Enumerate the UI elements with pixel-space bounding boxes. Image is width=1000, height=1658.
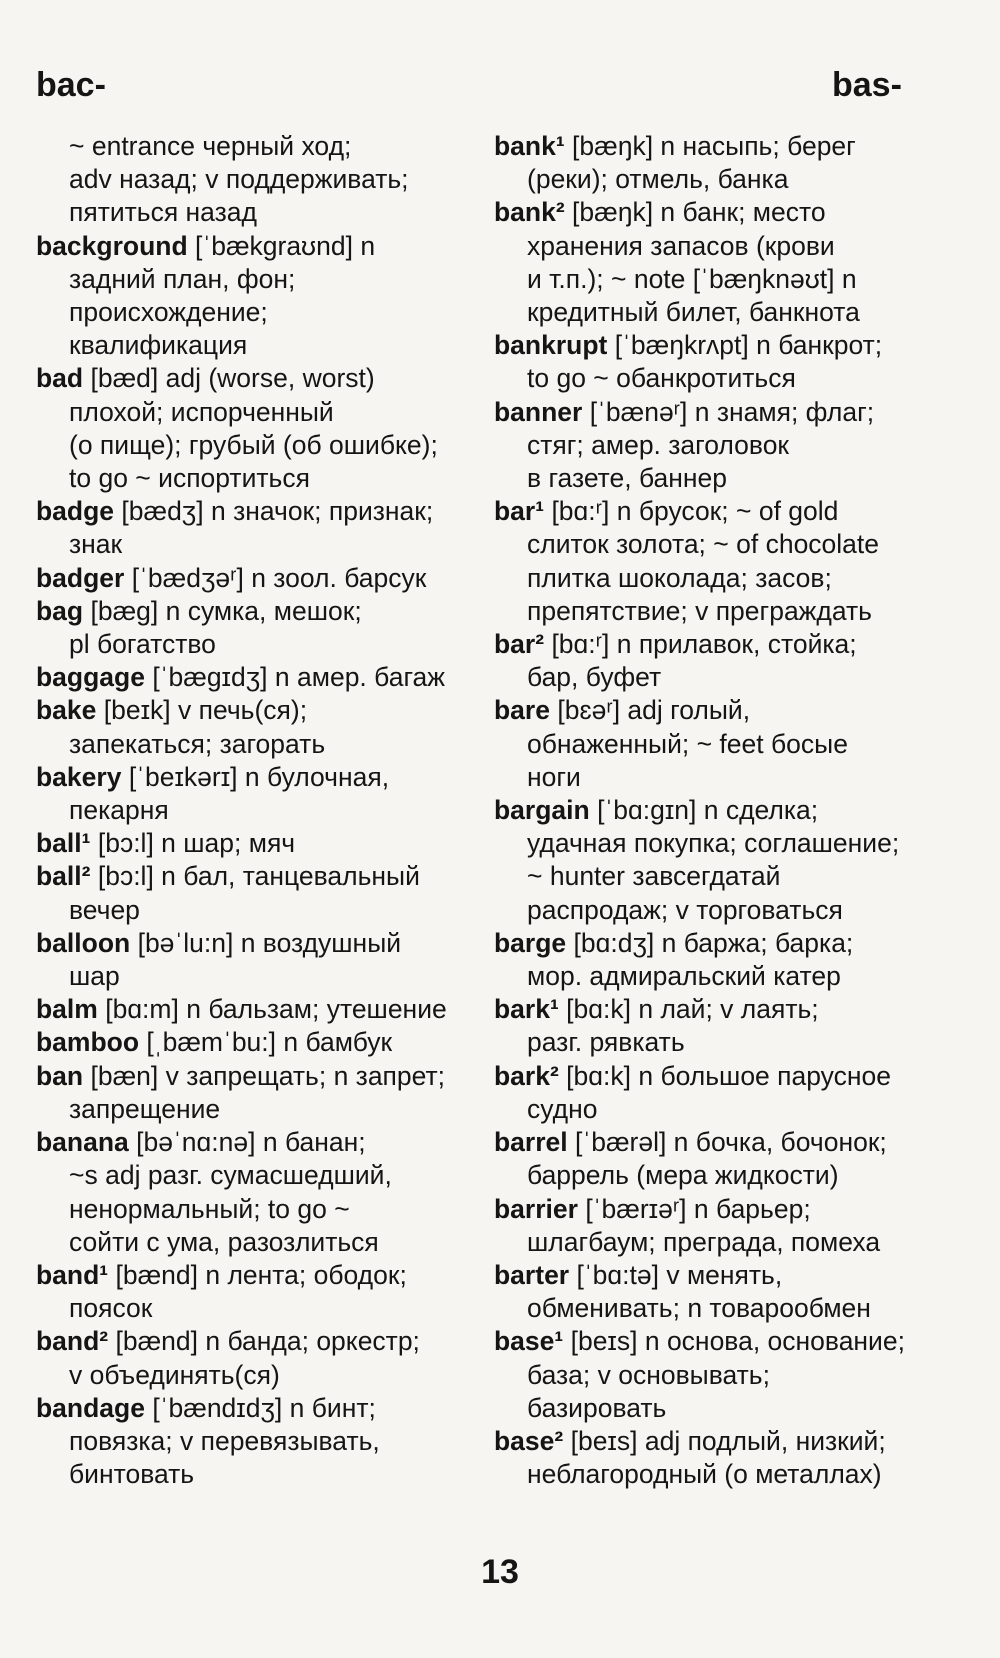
entry-definition: [bæŋk] n банк; место хранения запасов (крови и т.п.); ~ note [ˈbæŋknəʊt] n кредитный билет, банкнота: [527, 197, 860, 328]
dictionary-entry: [36, 661, 456, 694]
entry-definition: [beɪs] adj подлый, низкий; неблагородный (о металлах): [527, 1425, 886, 1490]
entry-definition: [bɑ:ʳ] n прилавок, стойка; бар, буфет: [527, 629, 857, 693]
dictionary-entry: [494, 993, 924, 1059]
entry-definition: [ˈbægɪdʒ] n амер. багаж: [144, 662, 446, 693]
entry-headword: balm: [36, 994, 98, 1025]
entry-continuation: ~ entrance черный ход; adv назад; v поддерживать; пятиться назад: [69, 131, 409, 228]
entry-headword: ball²: [36, 861, 91, 892]
dictionary-entry: [36, 1392, 456, 1492]
running-head-left: bac-: [36, 66, 106, 104]
entry-definition: [bæg] n сумка, мешок; pl богатство: [69, 595, 362, 660]
entry-definition: [ˈbækgraʊnd] n задний план, фон; происхождение; квалификация: [69, 230, 376, 361]
entry-definition: [ˈbɑ:tə] v менять, обменивать; n товарообмен: [527, 1259, 871, 1324]
entry-definition: [bɑ:k] n большое парусное судно: [527, 1060, 891, 1124]
entry-definition: [bɑ:m] n бальзам; утешение: [97, 994, 447, 1025]
dictionary-entry: [494, 1060, 924, 1126]
entry-headword: bag: [36, 595, 84, 626]
dictionary-entry: [494, 1425, 924, 1491]
entry-headword: bank¹: [494, 131, 565, 161]
dictionary-entry: [494, 694, 924, 794]
entry-headword: bare: [494, 695, 550, 726]
dictionary-entry: [36, 1126, 456, 1259]
dictionary-entry: [36, 1325, 456, 1391]
entry-definition: [bəˈnɑ:nə] n банан; ~s adj разг. сумасшедший, ненормальный; to go ~ сойти с ума, разозлиться: [69, 1127, 392, 1257]
dictionary-entry: [36, 761, 456, 827]
dictionary-entry: [36, 1259, 456, 1325]
dictionary-entry: [36, 827, 456, 860]
dictionary-entry: [494, 927, 924, 993]
dictionary-entry: [494, 196, 924, 329]
entry-definition: [bæŋk] n насыпь; берег (реки); отмель, банка: [527, 131, 856, 195]
left-column: [36, 130, 456, 1491]
entry-definition: [bænd] n банда; оркестр; v объединять(ся): [69, 1326, 420, 1390]
dictionary-entry: [494, 628, 924, 694]
entry-headword: badge: [36, 496, 115, 527]
entry-definition: [bɔ:l] n шар; мяч: [90, 828, 296, 859]
dictionary-entry: [36, 495, 456, 561]
dictionary-entry: [36, 860, 456, 926]
entry-headword: bank²: [494, 197, 565, 228]
dictionary-entry: [494, 1325, 924, 1425]
entry-definition: [ˌbæmˈbu:] n бамбук: [139, 1027, 393, 1058]
dictionary-entry: [36, 927, 456, 993]
dictionary-entry: [494, 1193, 924, 1259]
right-column: [494, 130, 924, 1491]
entry-headword: base²: [494, 1425, 564, 1456]
dictionary-entry: [494, 130, 924, 196]
dictionary-entry: [36, 230, 456, 363]
entry-headword: bark¹: [494, 994, 559, 1025]
entry-definition: [bɑ:ʳ] n брусок; ~ of gold слиток золота; ~ of chocolate плитка шоколада; засов; препятствие; v преграждать: [527, 496, 880, 626]
dictionary-entry: [494, 329, 924, 395]
entry-headword: bankrupt: [494, 330, 608, 361]
entry-headword: bar²: [494, 629, 545, 660]
entry-headword: barrier: [494, 1193, 578, 1224]
entry-headword: barge: [494, 927, 567, 958]
entry-definition: [bəˈlu:n] n воздушный шар: [69, 927, 402, 992]
dictionary-entry: [494, 1126, 924, 1192]
entry-headword: barrel: [494, 1127, 568, 1158]
dictionary-entry: [494, 794, 924, 927]
entry-headword: banana: [36, 1127, 129, 1158]
entry-definition: [bɛəʳ] adj голый, обнаженный; ~ feet босые ноги: [527, 695, 848, 792]
entry-headword: bake: [36, 695, 97, 726]
entry-headword: bandage: [36, 1392, 145, 1423]
entry-definition: [bædʒ] n значок; признак; знак: [69, 496, 434, 560]
entry-headword: ban: [36, 1060, 84, 1091]
entry-definition: [bænd] n лента; ободок; поясок: [69, 1259, 407, 1324]
dictionary-entry: [36, 1026, 456, 1059]
entry-headword: bakery: [36, 761, 122, 792]
entry-headword: banner: [494, 396, 583, 427]
dictionary-entry: [494, 495, 924, 628]
entry-headword: background: [36, 230, 188, 261]
entry-definition: [beɪs] n основа, основание; база; v основывать; базировать: [527, 1326, 905, 1423]
dictionary-entry: [36, 595, 456, 661]
entry-headword: badger: [36, 562, 125, 593]
page-number: 13: [481, 1553, 519, 1591]
entry-definition: [beɪk] v печь(ся); запекаться; загорать: [69, 695, 326, 759]
entry-headword: bamboo: [36, 1027, 140, 1058]
entry-definition: [ˈbærɪəʳ] n барьер; шлагбаум; преграда, помеха: [527, 1193, 881, 1257]
entry-definition: [ˈbɑ:gɪn] n сделка; удачная покупка; соглашение; ~ hunter завсегдатай распродаж; v торговаться: [527, 795, 900, 925]
entry-definition: [bæd] adj (worse, worst) плохой; испорченный (о пище); грубый (об ошибке); to go ~ испортиться: [69, 363, 438, 494]
dictionary-entry: [36, 562, 456, 595]
dictionary-entry: [36, 362, 456, 495]
entry-definition: [ˈbændɪdʒ] n бинт; повязка; v перевязывать, бинтовать: [69, 1392, 380, 1490]
entry-headword: band²: [36, 1326, 109, 1357]
entry-headword: bad: [36, 363, 84, 394]
dictionary-entry: [494, 396, 924, 496]
dictionary-entry: [36, 694, 456, 760]
entry-definition: [ˈbeɪkərɪ] n булочная, пекарня: [69, 761, 390, 826]
entry-headword: barter: [494, 1259, 570, 1290]
entry-definition: [bæn] v запрещать; n запрет; запрещение: [69, 1060, 446, 1124]
entry-headword: balloon: [36, 927, 131, 958]
entry-definition: [ˈbærəl] n бочка, бочонок; баррель (мера жидкости): [527, 1127, 887, 1191]
entry-headword: baggage: [36, 662, 145, 693]
entry-definition: [bɔ:l] n бал, танцевальный вечер: [69, 861, 420, 925]
dictionary-entry: [36, 1060, 456, 1126]
entry-definition: [bɑ:k] n лай; v лаять; разг. рявкать: [527, 994, 819, 1058]
entry-definition: [ˈbæŋkrʌpt] n банкрот; to go ~ обанкротиться: [527, 330, 883, 394]
dictionary-entry: [494, 1259, 924, 1325]
entry-headword: bargain: [494, 795, 590, 826]
dictionary-entry: [36, 993, 456, 1026]
entry-definition: [ˈbædʒəʳ] n зоол. барсук: [124, 562, 427, 593]
entry-definition: [ˈbænəʳ] n знамя; флаг; стяг; амер. заголовок в газете, баннер: [527, 396, 875, 494]
entry-definition: [bɑ:dʒ] n баржа; барка; мор. адмиральский катер: [527, 927, 854, 992]
entry-headword: bar¹: [494, 496, 545, 527]
entry-headword: ball¹: [36, 828, 91, 859]
entry-headword: band¹: [36, 1259, 109, 1290]
entry-headword: bark²: [494, 1060, 559, 1091]
running-head-right: bas-: [832, 66, 902, 104]
entry-headword: base¹: [494, 1326, 564, 1357]
